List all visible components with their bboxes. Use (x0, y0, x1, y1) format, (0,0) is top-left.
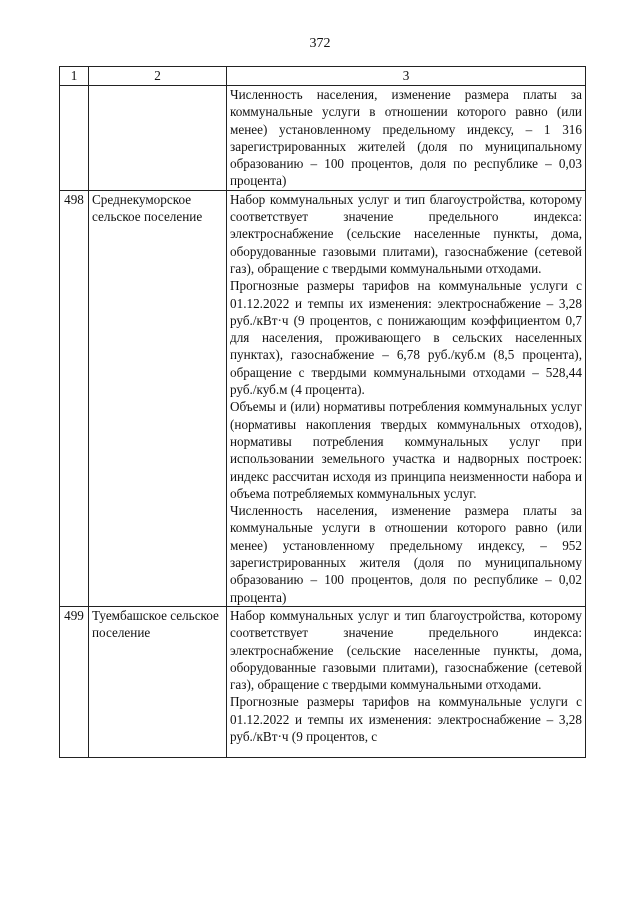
page-number: 372 (309, 36, 331, 51)
municipality-name (89, 86, 227, 191)
description-paragraph: Набор коммунальных услуг и тип благоустройства, которому соответствует значение предельного индекса: электроснабжение (сельские населенные пункты, дома, оборудованные газовыми плитами), газоснабжение (сетевой газ), обращение с твердыми коммунальными отходами. (230, 191, 582, 276)
table-row (60, 190, 586, 606)
municipality-name: Среднекуморское сельское поселение (89, 190, 227, 606)
table-row (60, 606, 586, 757)
description-paragraph: Численность населения, изменение размера платы за коммунальные услуги в отношении которого равно (или менее) установленному предельному индексу, – 1 316 зарегистрированных жителей (доля по муниципальному образованию – 100 процентов, доля по республике – 0,03 процента) (230, 87, 582, 189)
row-description (227, 86, 586, 191)
municipality-name: Туембашское сельское поселение (89, 606, 227, 757)
table-header-row (60, 67, 586, 86)
description-paragraph: Набор коммунальных услуг и тип благоустройства, которому соответствует значение предельного индекса: электроснабжение (сельские населенные пункты, дома, оборудованные газовыми плитами), газоснабжение (сетевой газ), обращение с твердыми коммунальными отходами. (230, 607, 582, 693)
column-header-municipality: 2 (89, 67, 227, 86)
description-paragraph: Объемы и (или) нормативы потребления коммунальных услуг (нормативы накопления твердых коммунальных отходов), нормативы потребления коммунальных услуг при использовании земельного участка и надворных построек: индекс рассчитан исходя из принципа неизменности набора и объема потребляемых коммунальных услуг. (230, 399, 582, 501)
row-number: 499 (60, 606, 89, 757)
row-number (60, 86, 89, 191)
description-clip (230, 607, 582, 757)
row-description (227, 190, 586, 606)
description-paragraph: Прогнозные размеры тарифов на коммунальные услуги с 01.12.2022 и темпы их изменения: электроснабжение – 3,28 руб./кВт·ч (9 процентов, с (230, 694, 582, 744)
column-header-description: 3 (227, 67, 586, 86)
description-paragraph: Прогнозные размеры тарифов на коммунальные услуги с 01.12.2022 и темпы их изменения: электроснабжение – 3,28 руб./кВт·ч (9 процентов, с понижающим коэффициентом 0,7 для населения, проживающего в сельских населенных пунктах), газоснабжение – 6,78 руб./куб.м (8,5 процента), обращение с твердыми коммунальными отходами – 528,44 руб./куб.м (4 процента). (230, 278, 582, 398)
tariff-table (59, 66, 586, 758)
table-row (60, 86, 586, 191)
row-number: 498 (60, 190, 89, 606)
row-description (227, 606, 586, 757)
description-paragraph: Численность населения, изменение размера платы за коммунальные услуги в отношении которого равно (или менее) установленному предельному индексу, – 952 зарегистрированных жителя (доля по муниципальному образованию – 100 процентов, доля по республике – 0,02 процента) (230, 503, 582, 605)
column-header-number: 1 (60, 67, 89, 86)
